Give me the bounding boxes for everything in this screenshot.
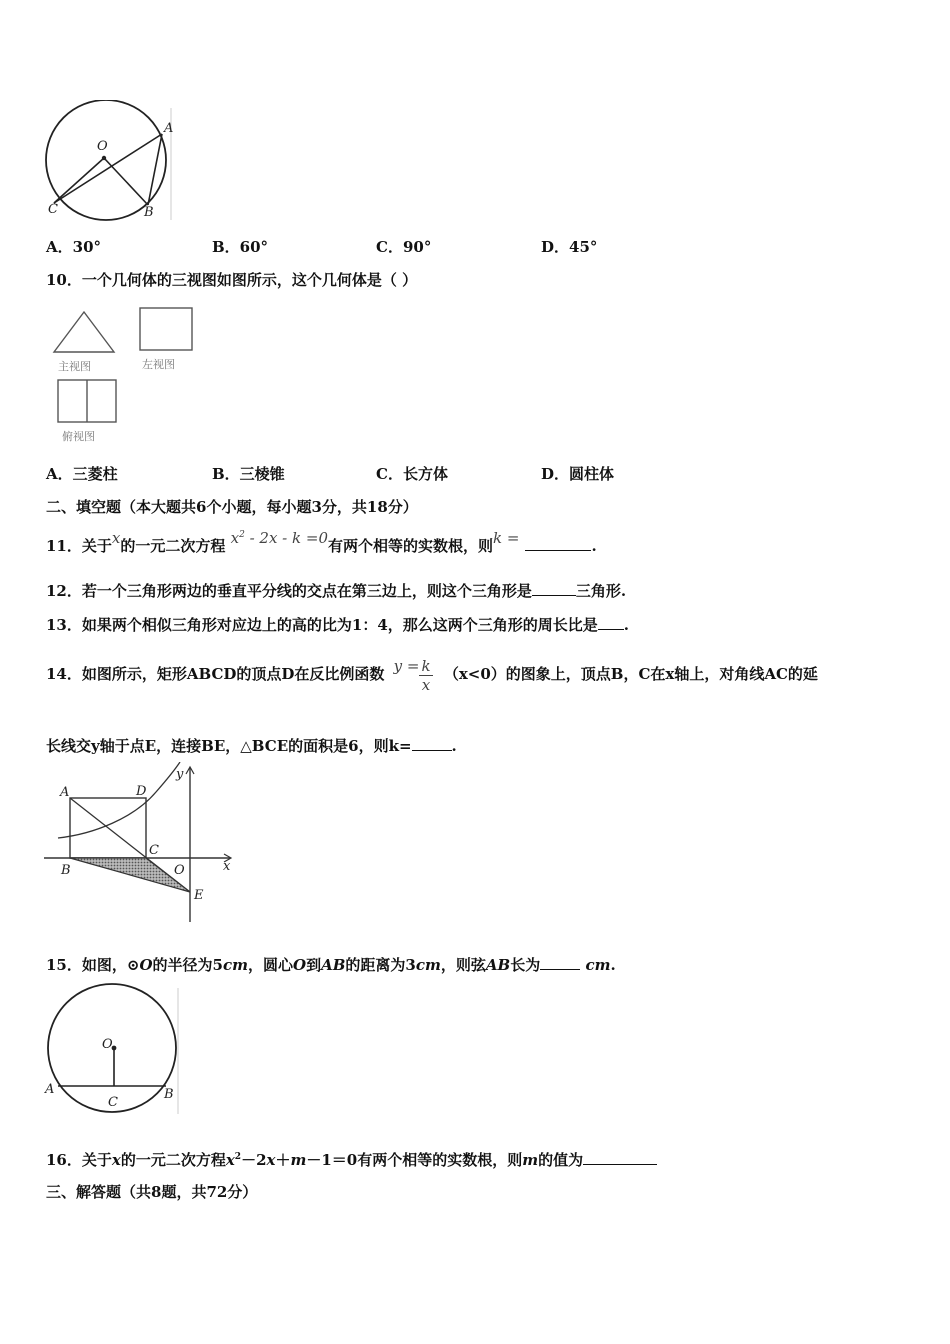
q9-option-d[interactable]: D．45° xyxy=(541,238,598,256)
q10-option-d[interactable]: D．圆柱体 xyxy=(541,465,615,483)
q15-var-ab: AB xyxy=(321,956,346,974)
q15-var-ab-2: AB xyxy=(485,956,511,974)
q16-text-1: 16．关于 xyxy=(46,1151,112,1169)
q10-left-view-rect xyxy=(140,308,192,350)
q15-var-o: O xyxy=(139,956,153,974)
q10-option-b[interactable]: B．三棱锥 xyxy=(212,465,285,483)
q14-rectangle-hyperbola-figure xyxy=(44,762,244,927)
q10-front-view-triangle xyxy=(54,312,114,352)
q12-text-1: 12．若一个三角形两边的垂直平分线的交点在第三边上，则这个三角形是 xyxy=(46,582,532,600)
q11-line xyxy=(46,529,597,556)
q9-label-a: A xyxy=(164,121,174,136)
q15-label-b: B xyxy=(164,1087,174,1102)
q9-circle-figure xyxy=(40,100,180,225)
q13-text-2: . xyxy=(623,616,629,634)
q10-left-view-label: 左视图 xyxy=(142,358,175,371)
q14-text-2: （x<0）的图象上，顶点B，C在x轴上，对角线AC的延 xyxy=(443,665,818,683)
q14-answer-blank[interactable] xyxy=(412,736,452,751)
q16-var-m: m xyxy=(522,1151,539,1169)
q10-option-a[interactable]: A．三菱柱 xyxy=(46,465,118,483)
q14-label-c: C xyxy=(149,843,159,858)
q14-label-y: y xyxy=(176,767,184,782)
q10-top-view-label: 俯视图 xyxy=(62,430,95,443)
q16-eq-x-2: x xyxy=(266,1151,276,1169)
q14-fraction xyxy=(419,657,432,694)
q9-center-dot xyxy=(102,156,106,160)
q15-text-6: ，则弦 xyxy=(440,956,486,974)
q13-line xyxy=(46,615,629,635)
q9-label-c: C xyxy=(48,202,58,217)
q14-period: . xyxy=(451,737,457,755)
q9-label-b: B xyxy=(144,205,154,220)
q16-eq-part-c: －1＝0有两个相等的实数根，则 xyxy=(306,1151,523,1169)
q16-line xyxy=(46,1147,657,1170)
q11-k-equals: k = xyxy=(493,529,520,547)
q15-circle-chord-figure xyxy=(40,982,185,1117)
q12-line xyxy=(46,581,626,601)
q15-unit-cm-3: cm xyxy=(585,956,611,974)
q15-unit-cm-1: cm xyxy=(222,956,248,974)
q13-text-1: 13．如果两个相似三角形对应边上的高的比为1：4，那么这两个三角形的周长比是 xyxy=(46,616,598,634)
q16-eq-x: x xyxy=(225,1151,235,1169)
q16-answer-blank[interactable] xyxy=(583,1150,657,1165)
q14-line-2 xyxy=(46,736,457,756)
q9-radius-ob xyxy=(104,158,148,205)
q10-stem: 10．一个几何体的三视图如图所示，这个几何体是（ ） xyxy=(46,271,418,289)
q14-shaded-triangle-bce xyxy=(70,858,190,892)
q16-eq-part-a: －2 xyxy=(241,1151,267,1169)
q9-option-c[interactable]: C．90° xyxy=(376,238,432,256)
q15-text-4: 到 xyxy=(306,956,322,974)
q15-text-1: 15．如图，⊙ xyxy=(46,956,140,974)
q11-var-x: x xyxy=(111,529,121,547)
q15-text-2: 的半径为5 xyxy=(152,956,223,974)
q14-frac-num: k xyxy=(421,656,431,675)
q14-label-d: D xyxy=(136,784,147,799)
q15-label-o: O xyxy=(102,1037,113,1052)
q14-label-e: E xyxy=(194,888,204,903)
q15-label-a: A xyxy=(45,1082,55,1097)
q14-label-x: x xyxy=(223,859,231,874)
q16-text-2: 的一元二次方程 xyxy=(120,1151,226,1169)
q11-answer-blank[interactable] xyxy=(525,536,591,551)
q11-equation: $x^2 - 2x - k =0$ xyxy=(230,529,328,547)
q11-period: . xyxy=(591,537,597,555)
q9-label-o: O xyxy=(97,139,108,154)
q14-label-b: B xyxy=(61,863,71,878)
section3-title: 三、解答题（共8题，共72分） xyxy=(46,1183,258,1201)
q14-label-a: A xyxy=(60,785,70,800)
q15-line xyxy=(46,955,616,975)
q15-text-3: ，圆心 xyxy=(247,956,293,974)
q10-three-views-figure xyxy=(48,302,208,447)
q16-var-x: x xyxy=(111,1151,121,1169)
q14-text-1: 14．如图所示，矩形ABCD的顶点D在反比例函数 xyxy=(46,665,385,683)
q9-radius-oc xyxy=(54,158,104,203)
q9-chord-ca xyxy=(54,134,162,203)
q15-text-7: 长为 xyxy=(510,956,541,974)
q14-line-1 xyxy=(46,652,818,696)
q15-text-5: 的距离为3 xyxy=(345,956,416,974)
q11-text-2: 的一元二次方程 xyxy=(120,537,226,555)
q15-var-o-2: O xyxy=(293,956,307,974)
q10-option-c[interactable]: C．长方体 xyxy=(376,465,448,483)
section2-title: 二、填空题（本大题共6个小题，每小题3分，共18分） xyxy=(46,498,418,516)
q16-eq-part-b: ＋ xyxy=(275,1151,291,1169)
q15-unit-cm-2: cm xyxy=(415,956,441,974)
q9-option-b[interactable]: B．60° xyxy=(212,238,269,256)
q13-answer-blank[interactable] xyxy=(598,615,624,630)
q15-label-c: C xyxy=(108,1095,118,1110)
q14-label-o: O xyxy=(174,863,185,878)
q12-text-2: 三角形. xyxy=(575,582,627,600)
q14-y-equals: y = xyxy=(393,657,420,675)
q15-answer-blank[interactable] xyxy=(540,955,580,970)
q10-front-view-label: 主视图 xyxy=(58,360,91,373)
q15-period: . xyxy=(610,956,616,974)
q16-eq-m: m xyxy=(290,1151,307,1169)
q11-text-1: 11．关于 xyxy=(46,537,112,555)
q16-text-3: 的值为 xyxy=(538,1151,584,1169)
q9-option-a[interactable]: A．30° xyxy=(46,238,102,256)
q12-answer-blank[interactable] xyxy=(532,581,576,596)
q11-text-3: 有两个相等的实数根，则 xyxy=(328,537,494,555)
q14-hyperbola-curve xyxy=(58,762,180,838)
q16-eq-exponent: 2 xyxy=(234,1152,242,1162)
q14-text-3: 长线交y轴于点E，连接BE，△BCE的面积是6，则k= xyxy=(46,737,412,755)
q14-frac-den: x xyxy=(421,675,431,694)
